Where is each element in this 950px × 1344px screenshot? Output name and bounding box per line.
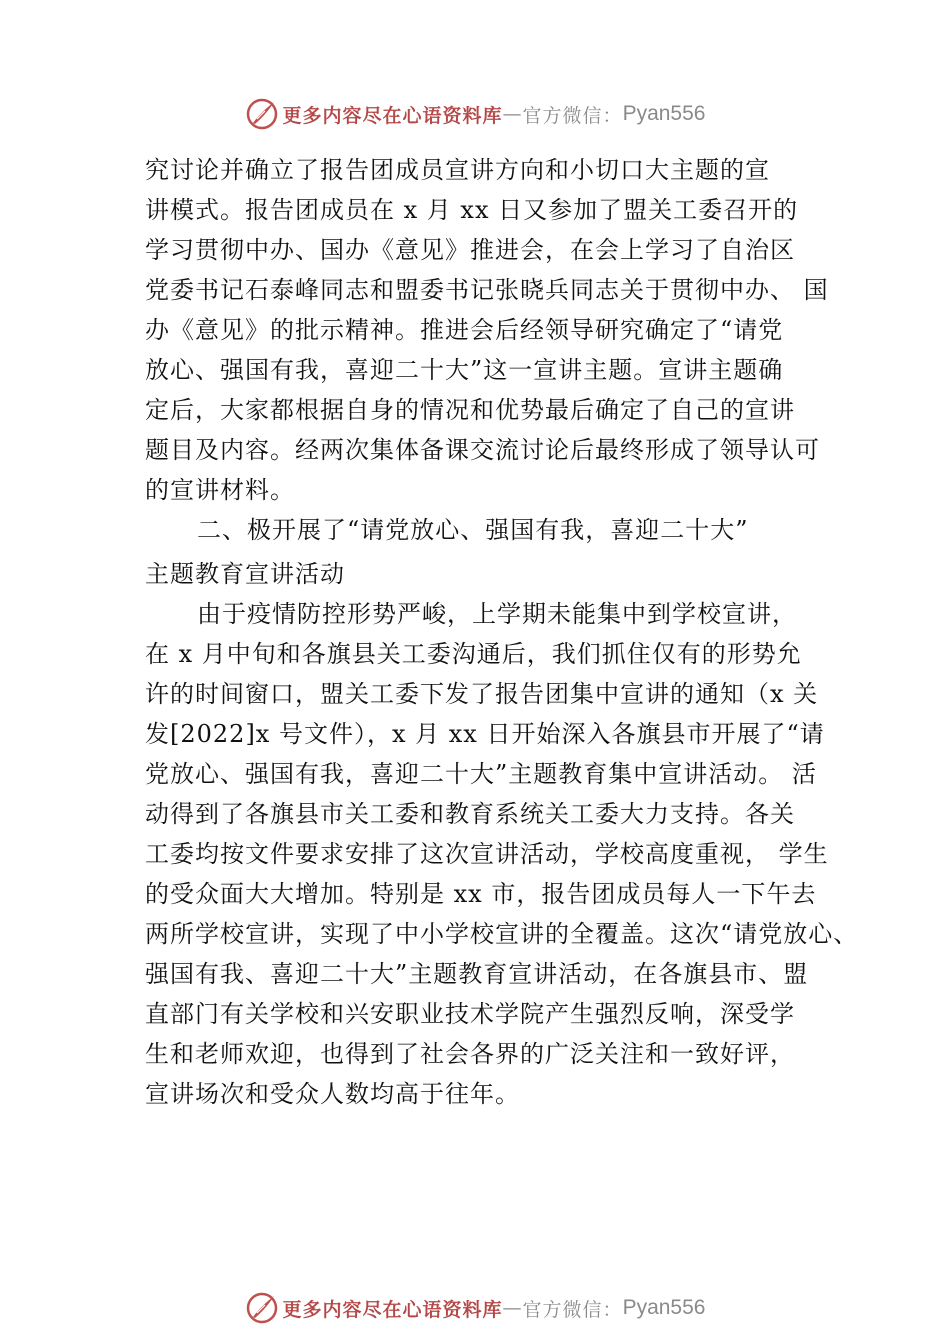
body-line: 生和老师欢迎，也得到了社会各界的广泛关注和一致好评，: [145, 1040, 795, 1068]
body-line: 在 x 月中旬和各旗县关工委沟通后，我们抓住仅有的形势允: [145, 640, 802, 668]
body-line: 直部门有关学校和兴安职业技术学院产生强烈反响，深受学: [145, 1000, 795, 1028]
body-line: 发[2022]x 号文件），x 月 xx 日开始深入各旗县市开展了“请: [145, 720, 825, 748]
body-line: 动得到了各旗县市关工委和教育系统关工委大力支持。各关: [145, 800, 795, 828]
banner-dash: —: [502, 103, 523, 125]
body-line: 究讨论并确立了报告团成员宣讲方向和小切口大主题的宣: [145, 156, 770, 184]
section-heading: 二、极开展了“请党放心、强国有我，喜迎二十大”: [197, 516, 749, 544]
banner-wechat-id: Pyan556: [622, 102, 706, 125]
body-line: 的宣讲材料。: [145, 476, 295, 504]
banner-dash: —: [502, 1297, 523, 1319]
banner-official-text: 官方微信：: [522, 104, 623, 127]
body-line: 讲模式。报告团成员在 x 月 xx 日又参加了盟关工委召开的: [145, 196, 799, 224]
body-line: 定后，大家都根据自身的情况和优势最后确定了自己的宣讲: [145, 396, 795, 424]
body-line: 许的时间窗口，盟关工委下发了报告团集中宣讲的通知（x 关: [145, 680, 819, 708]
banner-official-text: 官方微信：: [522, 1298, 623, 1321]
document-body: [145, 150, 859, 1114]
banner-main-text: 更多内容尽在心语资料库: [282, 1298, 503, 1321]
footer-banner: [0, 1286, 950, 1330]
body-line: 两所学校宣讲，实现了中小学校宣讲的全覆盖。这次“请党放心、: [145, 920, 859, 948]
section-heading-continued: 主题教育宣讲活动: [145, 560, 345, 588]
body-line: 办《意见》的批示精神。推进会后经领导研究确定了“请党: [145, 316, 784, 344]
body-line: 强国有我、喜迎二十大”主题教育宣讲活动，在各旗县市、盟: [145, 960, 809, 988]
banner-main-text: 更多内容尽在心语资料库: [282, 104, 503, 127]
body-line: 的受众面大大增加。特别是 xx 市，报告团成员每人一下午去: [145, 880, 817, 908]
paragraph-first-line: 由于疫情防控形势严峻，上学期未能集中到学校宣讲，: [197, 600, 797, 628]
feather-seal-logo-icon: [245, 1291, 279, 1325]
feather-seal-logo-icon: [245, 97, 279, 131]
body-line: 工委均按文件要求安排了这次宣讲活动，学校高度重视， 学生: [145, 840, 829, 868]
body-line: 放心、强国有我，喜迎二十大”这一宣讲主题。宣讲主题确: [145, 356, 784, 384]
body-line: 题目及内容。经两次集体备课交流讨论后最终形成了领导认可: [145, 436, 820, 464]
body-line: 宣讲场次和受众人数均高于往年。: [145, 1080, 520, 1108]
body-line: 党放心、强国有我，喜迎二十大”主题教育集中宣讲活动。 活: [145, 760, 817, 788]
body-line: 党委书记石泰峰同志和盟委书记张晓兵同志关于贯彻中办、 国: [145, 276, 829, 304]
banner-wechat-id: Pyan556: [622, 1296, 706, 1319]
header-banner: [0, 92, 950, 136]
body-line: 学习贯彻中办、国办《意见》推进会，在会上学习了自治区: [145, 236, 795, 264]
